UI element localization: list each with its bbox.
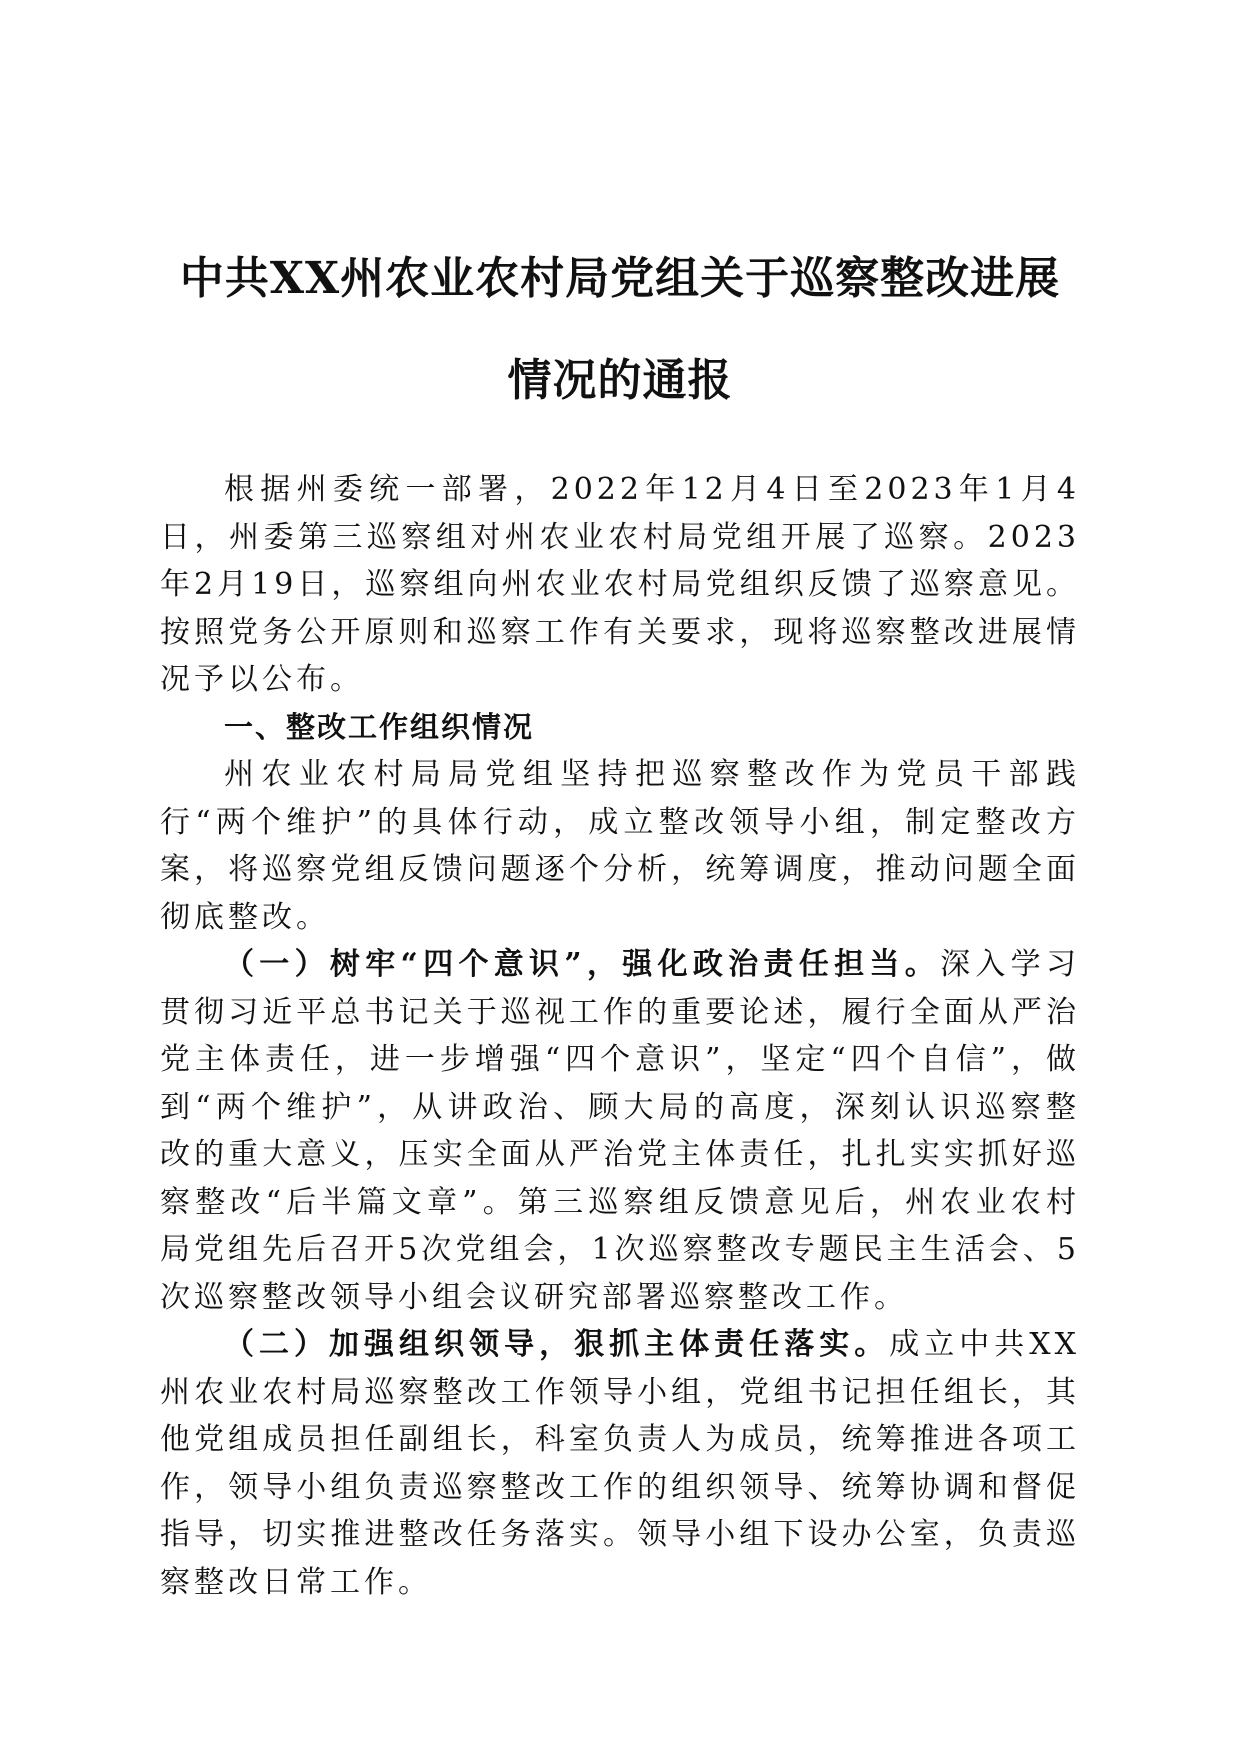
item-1-text: 深入学习贯彻习近平总书记关于巡视工作的重要论述，履行全面从严治党主体责任，进一步增强“四个意识”，坚定“四个自信”，做到“两个维护”，从讲政治、顾大局的高度，深刻认识巡察整改的重大意义，压实全面从严治党主体责任，扎扎实实抓好巡察整改“后半篇文章”。第三巡察组反馈意见后，州农业农村局党组先后召开5次党组会，1次巡察整改专题民主生活会、5次巡察整改领导小组会议研究部署巡察整改工作。 <box>160 947 1080 1315</box>
item-1-lead: （一）树牢“四个意识”，强化政治责任担当。 <box>224 947 941 982</box>
section-paragraph: 州农业农村局局党组坚持把巡察整改作为党员干部践行“两个维护”的具体行动，成立整改领导小组，制定整改方案，将巡察党组反馈问题逐个分析，统筹调度，推动问题全面彻底整改。 <box>160 757 1080 935</box>
item-2-lead: （二）加强组织领导，狠抓主体责任落实。 <box>224 1327 890 1362</box>
item-1-paragraph <box>160 941 1080 1321</box>
intro-paragraph: 根据州委统一部署，2022年12月4日至2023年1月4日，州委第三巡察组对州农业农村局党组开展了巡察。2023年2月19日，巡察组向州农业农村局党组织反馈了巡察意见。按照党务公开原则和巡察工作有关要求，现将巡察整改进展情况予以公布。 <box>160 472 1080 697</box>
title-line-2: 情况的通报 <box>507 355 733 406</box>
document-title <box>150 228 1090 432</box>
title-line-1: 中共XX州农业农村局党组关于巡察整改进展 <box>179 253 1061 304</box>
document-body <box>160 466 1080 1606</box>
item-2-paragraph <box>160 1321 1080 1606</box>
section-heading: 一、整改工作组织情况 <box>224 709 535 744</box>
item-2-text: 成立中共XX州农业农村局巡察整改工作领导小组，党组书记担任组长，其他党组成员担任副组长，科室负责人为成员，统筹推进各项工作，领导小组负责巡察整改工作的组织领导、统筹协调和督促指导，切实推进整改任务落实。领导小组下设办公室，负责巡察整改日常工作。 <box>160 1327 1080 1600</box>
